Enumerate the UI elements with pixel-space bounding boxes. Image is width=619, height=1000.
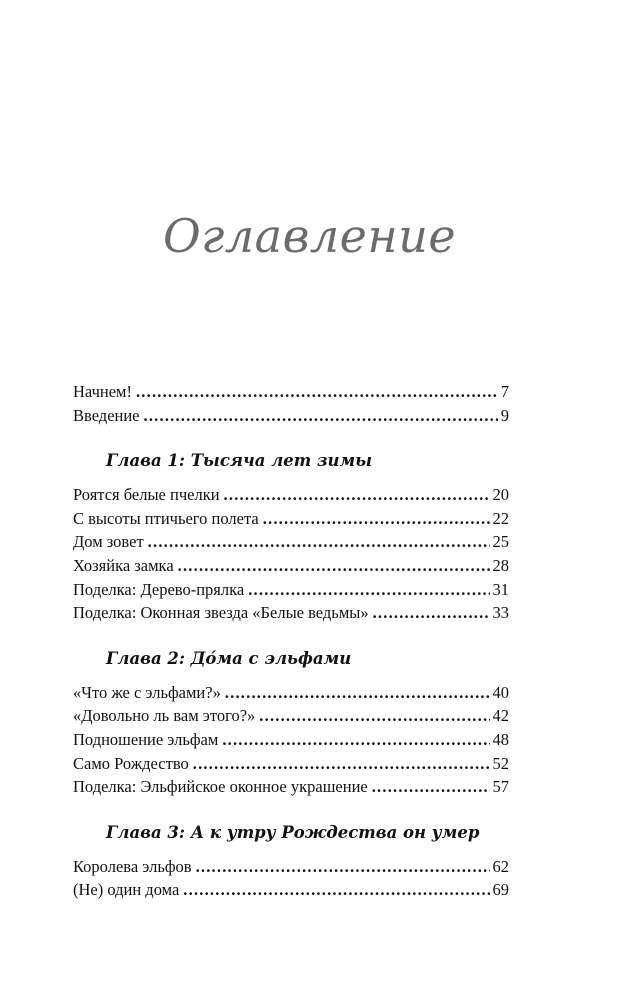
page-title: Оглавление — [162, 209, 457, 263]
toc-entry — [73, 775, 509, 799]
toc-entry-page: 52 — [492, 753, 509, 773]
dot-leader — [225, 681, 490, 705]
toc-entry-label: С высоты птичьего полета — [73, 508, 259, 528]
toc-entry — [73, 752, 509, 776]
toc-entry-label: Королева эльфов — [73, 856, 192, 876]
table-of-contents — [73, 380, 509, 902]
dot-leader — [248, 578, 489, 602]
toc-entry — [73, 704, 509, 728]
toc-entry — [73, 507, 509, 531]
dot-leader — [183, 878, 489, 902]
dot-leader — [224, 483, 490, 507]
toc-entry-label: Роятся белые пчелки — [73, 485, 220, 505]
toc-entry-page: 69 — [492, 880, 509, 900]
toc-entry-page: 48 — [492, 729, 509, 749]
toc-entry-label: Поделка: Дерево-прялка — [73, 579, 245, 599]
dot-leader — [178, 554, 490, 578]
dot-leader — [372, 775, 490, 799]
toc-entry-page: 40 — [492, 682, 509, 702]
toc-entry-page: 25 — [492, 532, 509, 552]
toc-entry-label: Начнем! — [73, 382, 132, 401]
chapter-heading: Глава 2: До́ма с эльфами — [106, 648, 352, 668]
toc-entry-page: 33 — [492, 603, 509, 623]
dot-leader — [144, 404, 498, 428]
toc-entry — [73, 404, 509, 428]
toc-entry-page: 28 — [492, 555, 509, 575]
toc-entry-label: «Довольно ль вам этого?» — [73, 706, 256, 726]
toc-entry-label: «Что же с эльфами?» — [73, 682, 221, 702]
toc-entry — [73, 554, 509, 578]
toc-entry-page: 20 — [492, 485, 509, 505]
dot-leader — [193, 752, 490, 776]
toc-entry-page: 31 — [492, 579, 509, 599]
toc-entry-page: 57 — [492, 777, 509, 797]
toc-entry — [73, 601, 509, 625]
toc-entry — [73, 681, 509, 705]
dot-leader — [373, 601, 490, 625]
dot-leader — [263, 507, 490, 531]
chapter-heading: Глава 3: А к утру Рождества он умер — [106, 822, 480, 842]
toc-entry-page: 9 — [500, 405, 509, 425]
dot-leader — [136, 380, 498, 404]
toc-entry-label: Поделка: Оконная звезда «Белые ведьмы» — [73, 603, 369, 623]
toc-entry — [73, 578, 509, 602]
toc-entry — [73, 380, 509, 404]
toc-entry-label: Хозяйка замка — [73, 555, 174, 575]
toc-entry-label: (Не) один дома — [73, 880, 180, 900]
dot-leader — [222, 728, 489, 752]
toc-entry — [73, 530, 509, 554]
dot-leader — [259, 704, 489, 728]
toc-entry-label: Само Рождество — [73, 753, 189, 773]
dot-leader — [148, 530, 490, 554]
toc-entry-label: Дом зовет — [73, 532, 144, 552]
toc-entry-page: 42 — [492, 706, 509, 726]
dot-leader — [196, 855, 490, 879]
toc-entry — [73, 483, 509, 507]
chapter-heading: Глава 1: Тысяча лет зимы — [106, 451, 373, 471]
toc-entry-label: Подношение эльфам — [73, 729, 219, 749]
toc-entry — [73, 878, 509, 902]
toc-entry-label: Введение — [73, 405, 140, 425]
toc-entry-page: 62 — [492, 856, 509, 876]
toc-entry — [73, 855, 509, 879]
toc-entry-page: 7 — [500, 382, 509, 401]
toc-entry — [73, 728, 509, 752]
toc-entry-label: Поделка: Эльфийское оконное украшение — [73, 777, 368, 797]
toc-entry-page: 22 — [492, 508, 509, 528]
